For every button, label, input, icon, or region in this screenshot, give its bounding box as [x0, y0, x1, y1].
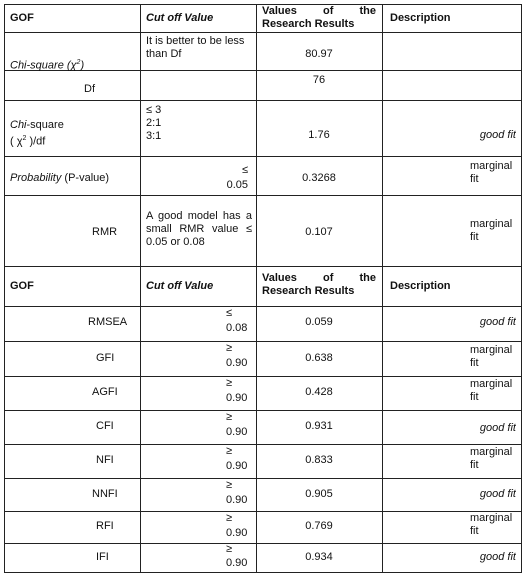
row-divider [4, 410, 522, 411]
description-text: good fit [479, 129, 516, 141]
description-text: marginal fit [470, 160, 513, 185]
cutoff-symbol: ≥ [226, 543, 233, 555]
header-values-word2: of [322, 5, 334, 17]
research-value: 80.97 [305, 48, 333, 60]
cutoff-symbol: ≥ [226, 512, 233, 524]
cutoff-symbol: ≥ [226, 445, 233, 457]
research-value: 0.931 [305, 420, 333, 432]
gof-label: AGFI [92, 386, 118, 398]
row-divider [4, 100, 522, 101]
col-divider [521, 4, 522, 573]
col-divider [4, 4, 5, 573]
header-values-word1: Values [262, 272, 297, 284]
research-value: 0.905 [305, 488, 333, 500]
cutoff-line: 3:1 [146, 130, 162, 142]
cutoff-number: 0.90 [226, 392, 248, 404]
research-value: 0.428 [305, 386, 333, 398]
header-values [262, 272, 376, 298]
cutoff-list [146, 104, 252, 143]
description-text: good fit [479, 488, 516, 500]
research-value: 0.638 [305, 352, 333, 364]
cutoff-number: 0.08 [226, 322, 248, 334]
gof-label-italic: Probability [10, 172, 62, 184]
research-value: 0.3268 [302, 172, 336, 184]
col-divider [382, 4, 383, 573]
description-text: marginal fit [470, 218, 513, 243]
cutoff-symbol: ≥ [226, 377, 233, 389]
research-value: 1.76 [308, 129, 330, 141]
cutoff-number: 0.90 [226, 527, 248, 539]
cutoff-symbol: ≥ [226, 342, 233, 354]
research-value: 0.059 [305, 316, 333, 328]
cutoff-number: 0.05 [226, 179, 248, 191]
col-divider [256, 4, 257, 573]
cutoff-number: 0.90 [226, 426, 248, 438]
cutoff-number: 0.90 [226, 460, 248, 472]
row-divider [4, 543, 522, 544]
cutoff-line: ≤ 3 [146, 104, 162, 116]
cutoff-symbol: ≥ [226, 411, 233, 423]
header-cutoff: Cut off Value [146, 12, 214, 24]
header-description: Description [390, 12, 451, 24]
cutoff-number: 0.90 [226, 557, 248, 569]
row-divider [4, 306, 522, 307]
header-values [262, 5, 376, 31]
row-divider [4, 511, 522, 512]
gof-label-italic: Chi [10, 59, 27, 72]
table-border-bottom [4, 572, 522, 573]
gof-label: Probability (P-value) [10, 172, 110, 184]
description-text: good fit [479, 316, 516, 328]
row-divider [4, 266, 522, 267]
cutoff-text: It is better to be less than Df [146, 35, 245, 60]
header-gof: GOF [10, 280, 34, 292]
gof-label: GFI [96, 352, 115, 364]
header-description: Description [390, 280, 451, 292]
col-divider [140, 4, 141, 573]
cutoff-symbol: ≥ [226, 479, 233, 491]
row-divider [4, 444, 522, 445]
row-divider [4, 156, 522, 157]
header-values-word3: the [359, 5, 376, 17]
cutoff-number: 0.90 [226, 494, 248, 506]
description-text: good fit [479, 551, 516, 563]
gof-label: NNFI [92, 488, 118, 500]
header-values-word1: Values [262, 5, 297, 17]
gof-label-italic: Chi [10, 119, 27, 131]
cutoff-symbol: ≤ [226, 307, 233, 319]
research-value: 0.833 [305, 454, 333, 466]
research-value: 0.769 [305, 520, 333, 532]
cutoff-line: 2:1 [146, 117, 162, 129]
row-divider [4, 32, 522, 33]
header-values-line2: Research Results [262, 18, 355, 30]
gof-label: CFI [96, 420, 114, 432]
gof-table [4, 4, 522, 573]
gof-label: Df [84, 83, 95, 95]
research-value: 76 [312, 74, 326, 86]
description-text: marginal fit [470, 512, 513, 537]
cutoff-symbol: ≤ [241, 164, 248, 176]
research-value: 0.934 [305, 551, 333, 563]
research-value: 0.107 [305, 226, 333, 238]
header-values-line2: Research Results [262, 285, 355, 297]
header-values-word3: the [359, 272, 376, 284]
row-divider [4, 376, 522, 377]
gof-label: RMR [92, 226, 118, 238]
header-cutoff: Cut off Value [146, 280, 214, 292]
description-text: marginal fit [470, 378, 513, 403]
row-divider [4, 195, 522, 196]
row-divider [4, 341, 522, 342]
gof-label: IFI [96, 551, 109, 563]
header-gof: GOF [10, 12, 34, 24]
cutoff-text: A good model has a small RMR value ≤ 0.05 or 0.08 [146, 210, 252, 248]
gof-label: Chi-square ( $\chi^2$ )/df [10, 119, 64, 148]
cutoff-number: 0.90 [226, 357, 248, 369]
header-values-word2: of [322, 272, 334, 284]
gof-label: RMSEA [88, 316, 128, 328]
row-divider [4, 478, 522, 479]
gof-label: NFI [96, 454, 114, 466]
gof-label: RFI [96, 520, 114, 532]
description-text: good fit [479, 422, 516, 434]
description-text: marginal fit [470, 344, 513, 369]
description-text: marginal fit [470, 446, 513, 471]
gof-label: Chi-square $(\chi^2)$ [10, 59, 85, 72]
